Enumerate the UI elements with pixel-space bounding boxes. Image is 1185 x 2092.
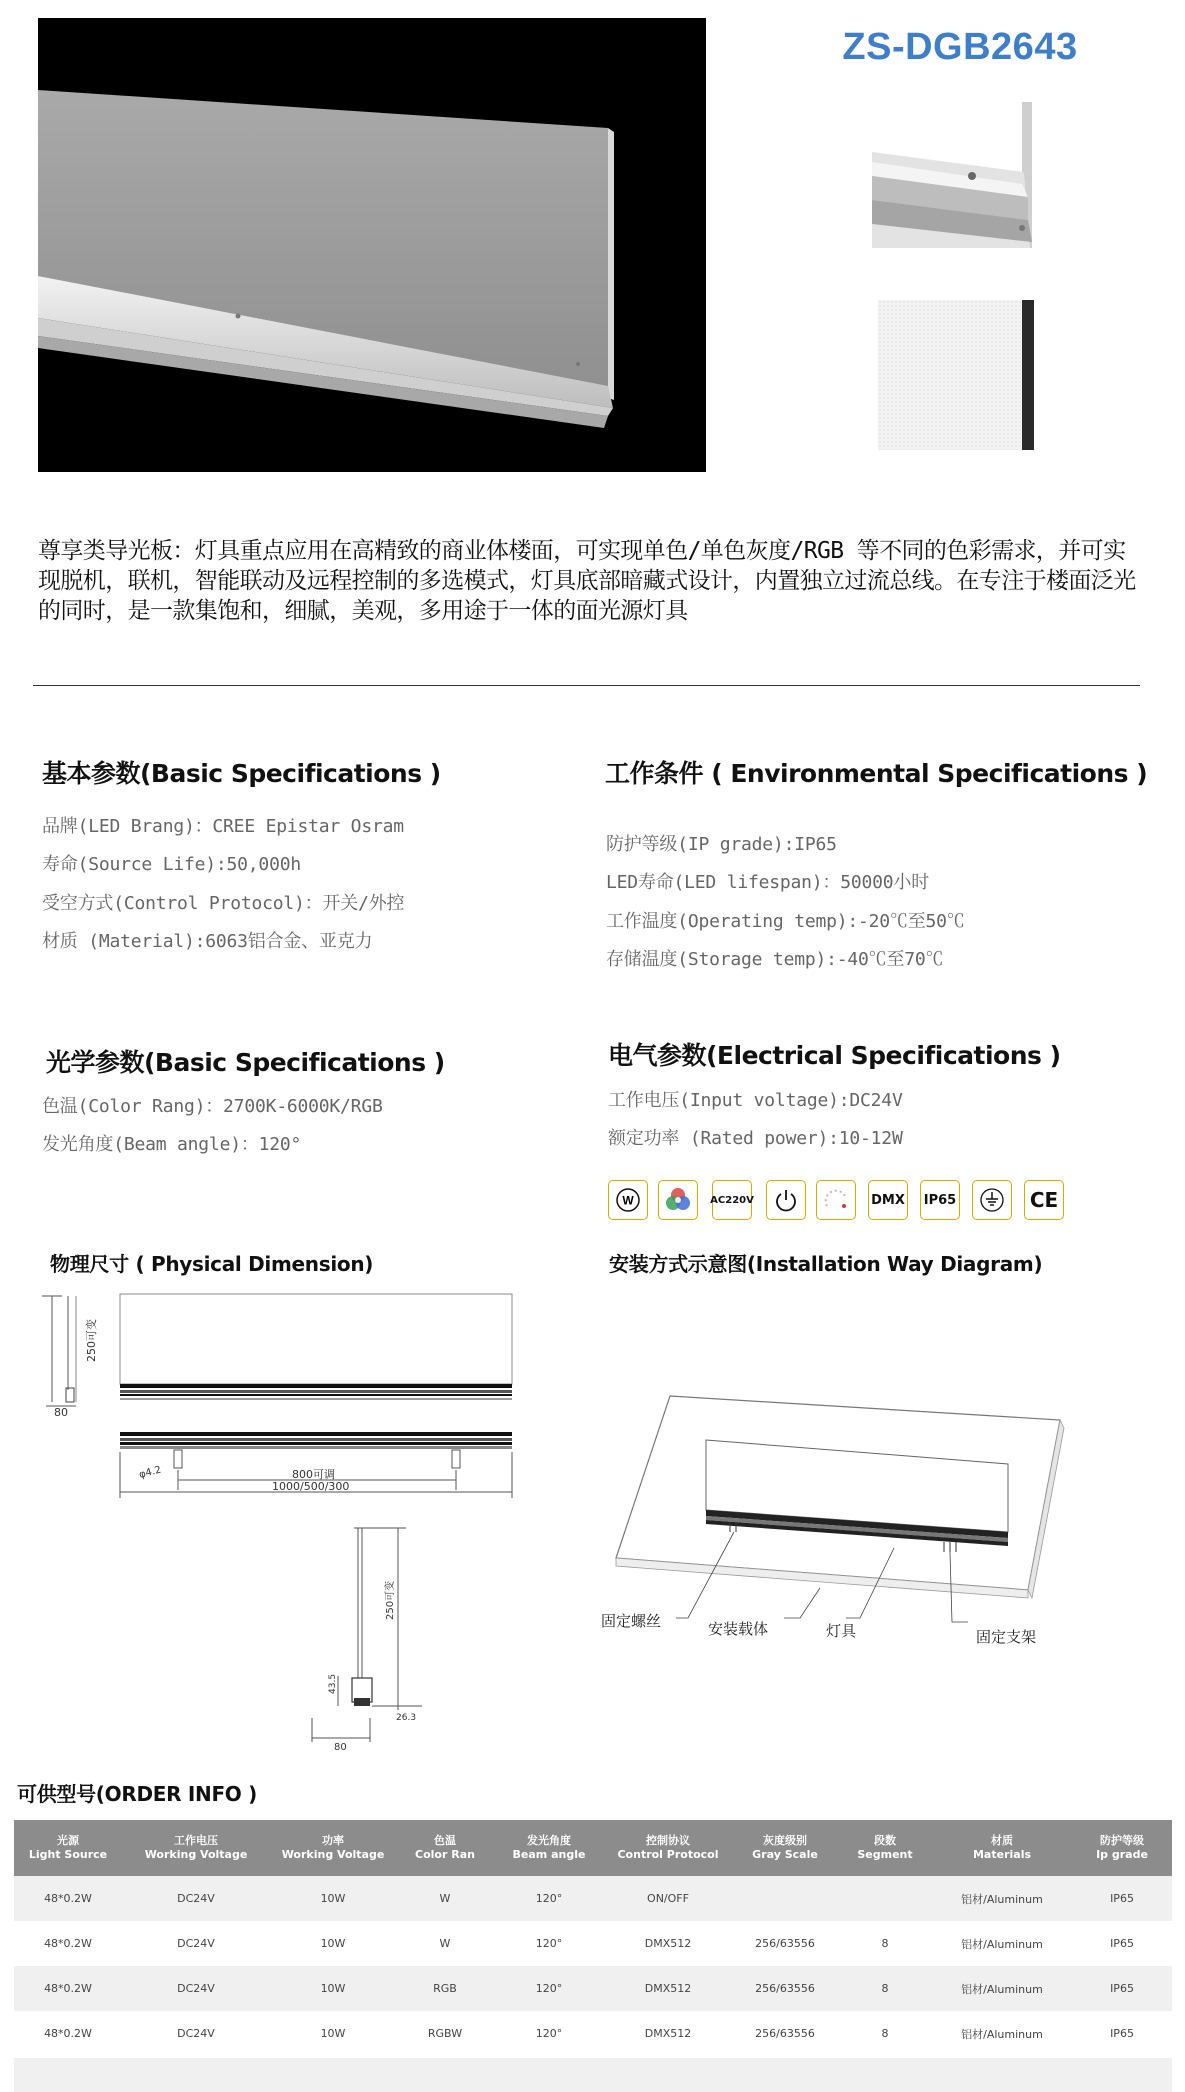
table-header-row — [14, 1820, 1172, 1876]
installation-diagram — [598, 1382, 1078, 1642]
dim-phi-42: φ4.2 — [137, 1464, 163, 1481]
watt-icon-label: W — [622, 1193, 634, 1208]
product-description: 尊享类导光板：灯具重点应用在高精致的商业体楼面，可实现单色/单色灰度/RGB 等不同的色彩需求，并可实现脱机，联机，智能联动及远程控制的多选模式，灯具底部暗藏式设计，内置独立过流总线。在专注于楼面泛光的同时，是一款集饱和，细腻，美观，多用途于一体的面光源灯具 — [38, 538, 1136, 624]
spec-led-lifespan: LED寿命(LED lifespan)：50000小时 — [606, 872, 930, 893]
spec-brand: 品牌(LED Brang)：CREE Epistar Osram — [42, 816, 404, 837]
order-info-table — [14, 1820, 1172, 2056]
col-gray-scale: 灰度级别 Gray Scale — [732, 1820, 838, 1876]
basic-specs-title: 基本参数(Basic Specifications ) — [42, 759, 441, 788]
col-beam-angle: 发光角度 Beam angle — [494, 1820, 604, 1876]
physical-dimension-title: 物理尺寸 ( Physical Dimension) — [50, 1252, 374, 1276]
dim-43-5: 43.5 — [328, 1673, 338, 1694]
watt-icon — [608, 1180, 648, 1220]
table-footer-band — [14, 2058, 1172, 2092]
col-light-source: 光源 Light Source — [14, 1820, 122, 1876]
dim-1000: 1000/500/300 — [272, 1480, 350, 1493]
table-row: 48*0.2W DC24V 10W RGB 120° DMX512 256/63556 8 铝材/Aluminum IP65 — [14, 1966, 1172, 2011]
spec-material: 材质 (Material):6063铝合金、亚克力 — [42, 931, 373, 952]
label-fixing-bracket: 固定支架 — [976, 1628, 1037, 1646]
electrical-specs-title: 电气参数(Electrical Specifications ) — [608, 1041, 1061, 1070]
col-power: 功率 Working Voltage — [270, 1820, 396, 1876]
rgb-icon — [658, 1180, 698, 1220]
col-color-temp: 色温 Color Ran — [396, 1820, 494, 1876]
col-materials: 材质 Materials — [932, 1820, 1072, 1876]
dim-250-side: 250可变 — [85, 1319, 98, 1362]
spec-ip-grade: 防护等级(IP grade):IP65 — [606, 834, 837, 855]
env-specs-title: 工作条件 ( Environmental Specifications ) — [605, 759, 1148, 788]
col-working-voltage: 工作电压 Working Voltage — [122, 1820, 270, 1876]
power-icon — [766, 1180, 806, 1220]
spec-color-range: 色温(Color Rang)：2700K-6000K/RGB — [42, 1096, 383, 1117]
dmx-icon: DMX — [868, 1180, 908, 1220]
dimension-drawing — [36, 1280, 536, 1756]
table-row: 48*0.2W DC24V 10W W 120° DMX512 256/63556 8 铝材/Aluminum IP65 — [14, 1921, 1172, 1966]
col-control-protocol: 控制协议 Control Protocol — [604, 1820, 732, 1876]
spec-life: 寿命(Source Life):50,000h — [42, 854, 301, 875]
spec-control: 受空方式(Control Protocol)：开关/外控 — [42, 893, 405, 914]
spec-rated-power: 额定功率 (Rated power):10-12W — [608, 1128, 903, 1149]
panel-texture-image — [878, 300, 1034, 450]
label-lamp: 灯具 — [826, 1622, 857, 1640]
section-divider — [33, 685, 1140, 686]
col-ip-grade: 防护等级 Ip grade — [1072, 1820, 1172, 1876]
spec-beam-angle: 发光角度(Beam angle)：120° — [42, 1134, 302, 1155]
spec-operating-temp: 工作温度(Operating temp):-20℃至50℃ — [606, 911, 965, 932]
dim-26-3: 26.3 — [396, 1713, 417, 1723]
dimming-icon — [816, 1180, 856, 1220]
label-mounting-carrier: 安装载体 — [708, 1620, 769, 1638]
product-hero-image — [38, 18, 706, 472]
installation-title: 安装方式示意图(Installation Way Diagram) — [609, 1252, 1043, 1276]
dim-80-side: 80 — [54, 1406, 68, 1419]
rail-detail-image — [872, 102, 1046, 248]
product-model: ZS-DGB2643 — [842, 26, 1078, 68]
ac220v-icon: AC220V — [712, 1180, 752, 1220]
label-fixing-screw: 固定螺丝 — [601, 1612, 662, 1630]
dim-80-end: 80 — [334, 1742, 347, 1753]
order-info-title: 可供型号(ORDER INFO ) — [17, 1782, 258, 1806]
ce-icon: CE — [1024, 1180, 1064, 1220]
table-row: 48*0.2W DC24V 10W W 120° ON/OFF 铝材/Aluminum IP65 — [14, 1876, 1172, 1921]
dim-250-end: 250可变 — [385, 1580, 396, 1620]
table-row: 48*0.2W DC24V 10W RGBW 120° DMX512 256/63556 8 铝材/Aluminum IP65 — [14, 2011, 1172, 2056]
col-segment: 段数 Segment — [838, 1820, 932, 1876]
ip65-icon: IP65 — [920, 1180, 960, 1220]
spec-storage-temp: 存储温度(Storage temp):-40℃至70℃ — [606, 949, 944, 970]
spec-input-voltage: 工作电压(Input voltage):DC24V — [608, 1090, 903, 1111]
ground-icon — [972, 1180, 1012, 1220]
dim-800: 800可调 — [292, 1468, 335, 1481]
optical-specs-title: 光学参数(Basic Specifications ) — [46, 1048, 445, 1077]
